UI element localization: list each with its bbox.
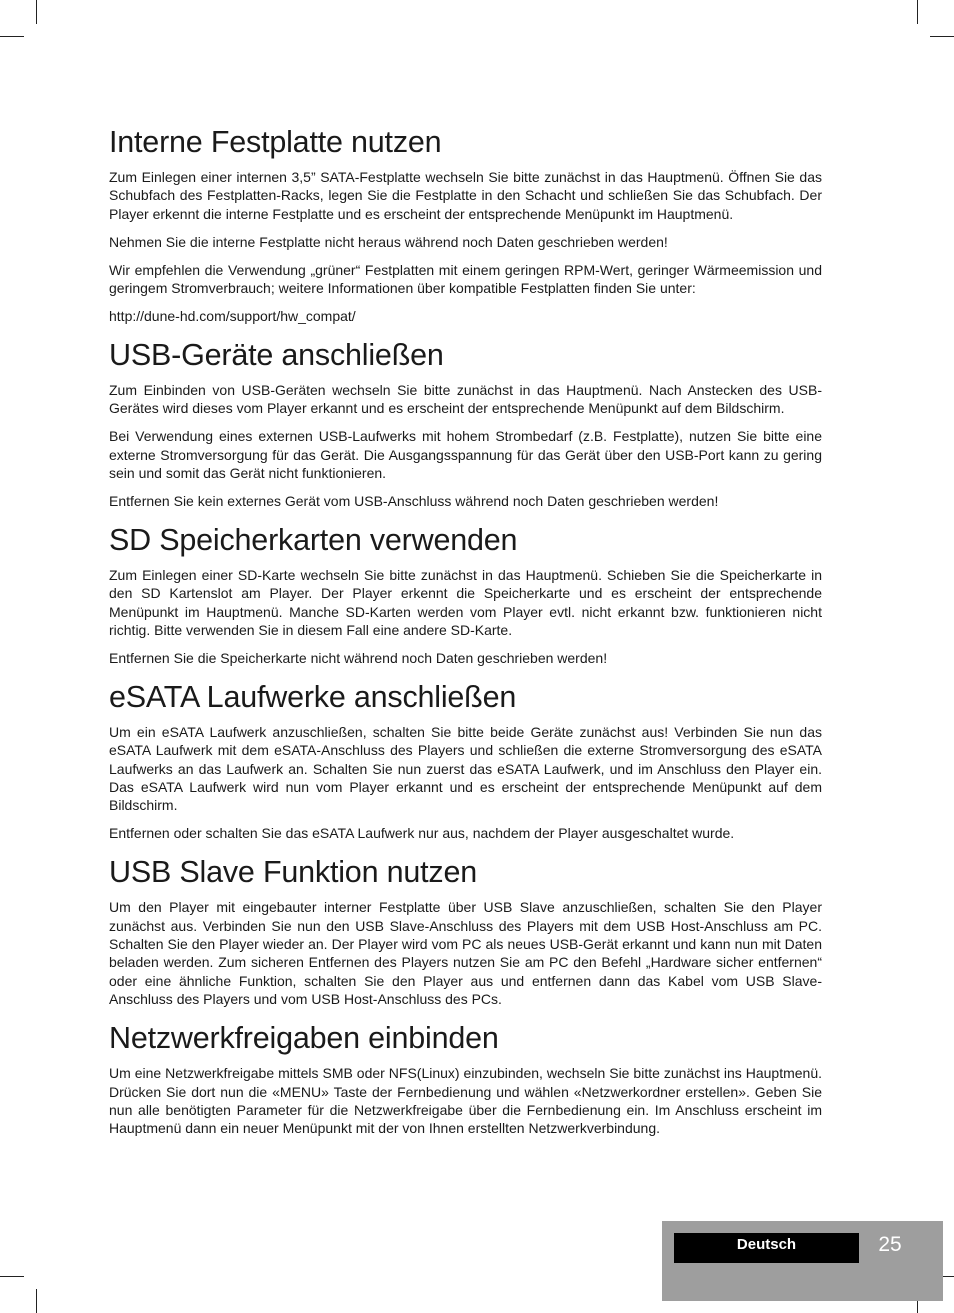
section-title: SD Speicherkarten verwenden — [109, 522, 518, 557]
section-title: USB-Geräte anschließen — [109, 337, 444, 372]
section-title: eSATA Laufwerke anschließen — [109, 679, 517, 714]
section-title: USB Slave Funktion nutzen — [109, 855, 477, 890]
page-content — [109, 122, 822, 1147]
crop-mark — [0, 1276, 24, 1277]
page-footer — [662, 1221, 943, 1301]
paragraph: Zum Einlegen einer SD-Karte wechseln Sie bitte zunächst in das Hauptmenü. Schieben Sie die Speicherkarte in den SD Kartenslot am Player. Der Player erkennt die Speicherkarte und es erscheint der entsprechende Menüpunkt im Hauptmenü. Manche SD-Karten werden vom Player evtl. nicht erkannt bzw. funktionieren nicht richtig. Bitte verwenden Sie in diesem Fall eine andere SD-Karte. — [109, 566, 822, 638]
paragraph: Um eine Netzwerkfreigabe mittels SMB oder NFS(Linux) einzubinden, wechseln Sie bitte zunächst ins Hauptmenü. Drücken Sie dort nun die «MENU» Taste der Fernbedienung und wählen «Netzwerkordner erstellen». Geben Sie nun alle benötigten Parameter für die Netzwerkfreigabe über die Fernbedienung ein. Im Anschluss erscheint im Hauptmenü dann ein neuer Menüpunkt mit der von Ihnen erstellten Netzwerkverbindung. — [109, 1065, 822, 1137]
paragraph: Nehmen Sie die interne Festplatte nicht heraus während noch Daten geschrieben werden! — [109, 233, 668, 250]
crop-mark — [36, 0, 37, 24]
paragraph: Entfernen oder schalten Sie das eSATA Laufwerk nur aus, nachdem der Player ausgeschaltet wurde. — [109, 825, 735, 842]
page-number: 25 — [878, 1233, 902, 1256]
paragraph: Um den Player mit eingebauter interner Festplatte über USB Slave anzuschließen, schalten Sie den Player zunächst aus. Verbinden Sie nun den USB Slave-Anschluss des Players mit dem USB Host-Anschluss am PC. Schalten Sie den Player wieder an. Der Player wird vom PC als neues USB-Gerät erkannt und kann nun mit Daten beladen werden. Zum sicheren Entfernen des Players nutzen Sie am PC den Befehl „Hardware sicher entfernen“ oder eine ähnliche Funktion, schalten Sie den Player aus und entfernen dann das Kabel vom USB Slave-Anschluss des Players und vom USB Host-Anschluss des PCs. — [109, 899, 822, 1008]
language-label: Deutsch — [674, 1233, 859, 1263]
crop-mark — [36, 1289, 37, 1313]
crop-mark — [917, 0, 918, 24]
section-title: Interne Festplatte nutzen — [109, 125, 442, 159]
section-title: Netzwerkfreigaben einbinden — [109, 1021, 499, 1056]
section-network-shares — [109, 1018, 822, 1138]
section-esata — [109, 677, 822, 843]
paragraph: Entfernen Sie die Speicherkarte nicht während noch Daten geschrieben werden! — [109, 649, 608, 666]
paragraph: Zum Einlegen einer internen 3,5” SATA-Festplatte wechseln Sie bitte zunächst in das Hauptmenü. Öffnen Sie das Schubfach des Festplatten-Racks, legen Sie die Festplatte in den Schacht und schließen Sie das Schubfach. Der Player erkennt die interne Festplatte und es erscheint der entsprechende Menüpunkt im Hauptmenü. — [109, 169, 822, 222]
section-sd-cards — [109, 520, 822, 668]
paragraph: Um ein eSATA Laufwerk anzuschließen, schalten Sie bitte beide Geräte zunächst aus! Verbinden Sie nun das eSATA Laufwerk mit dem eSATA-Anschluss des Players und schließen die externe Stromversorgung des eSATA Laufwerks an das Laufwerk an. Schalten Sie nun zuerst das eSATA Laufwerk, und im Anschluss den Player ein. Das eSATA Laufwerk wird nun vom Player erkannt und es erscheint der entsprechende Menüpunkt auf dem Bildschirm. — [109, 723, 822, 814]
section-usb-slave — [109, 852, 822, 1008]
paragraph: Zum Einbinden von USB-Geräten wechseln Sie bitte zunächst in das Hauptmenü. Nach Anstecken des USB-Gerätes wird dieses vom Player erkannt und es erscheint der entsprechende Menüpunkt auf dem Bildschirm. — [109, 381, 822, 417]
crop-mark — [930, 36, 954, 37]
paragraph: Bei Verwendung eines externen USB-Laufwerks mit hohem Strombedarf (z.B. Festplatte), nutzen Sie bitte eine externe Stromversorgung für das Gerät. Die Ausgangsspannung für das Gerät über den USB-Port kann zu gering sein und somit das Gerät nicht funktionieren. — [109, 428, 822, 481]
url-text: http://dune-hd.com/support/hw_compat/ — [109, 307, 356, 324]
section-internal-hdd — [109, 122, 822, 325]
crop-mark — [0, 36, 24, 37]
paragraph: Entfernen Sie kein externes Gerät vom USB-Anschluss während noch Daten geschrieben werden! — [109, 492, 719, 509]
paragraph: Wir empfehlen die Verwendung „grüner“ Festplatten mit einem geringen RPM-Wert, geringer Wärmeemission und geringem Stromverbrauch; weitere Informationen über kompatible Festplatten finden Sie unter: — [109, 261, 822, 297]
section-usb-devices — [109, 335, 822, 510]
